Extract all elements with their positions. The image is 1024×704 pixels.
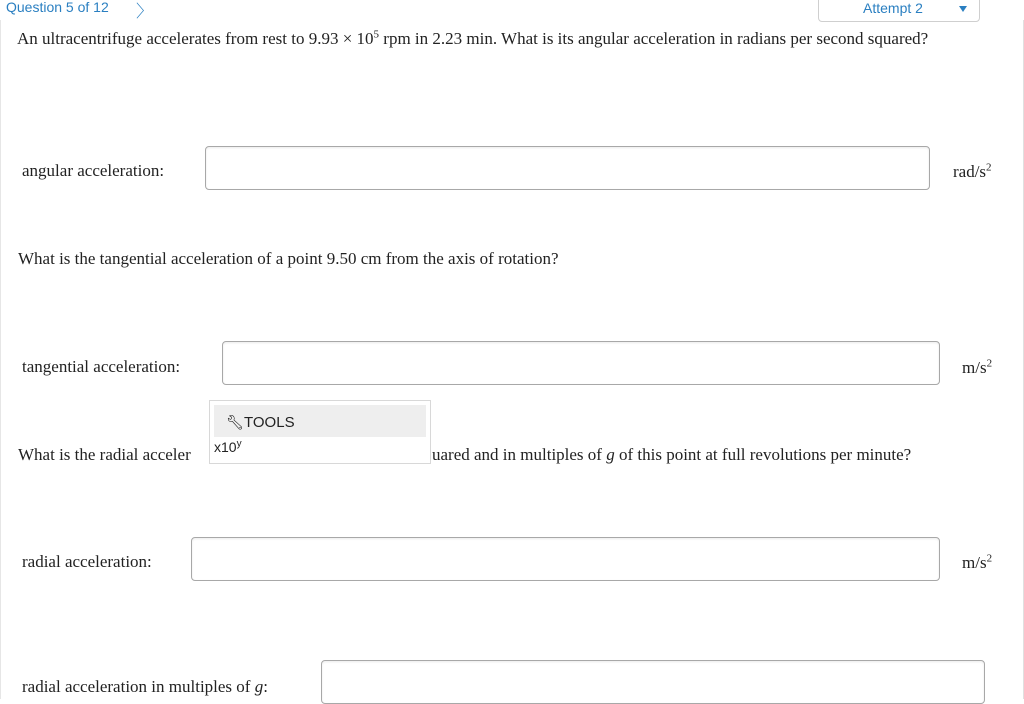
wrench-icon: 🔧︎ bbox=[226, 415, 244, 431]
question-part2-text: What is the tangential acceleration of a point 9.50 cm from the axis of rotation? bbox=[18, 249, 559, 268]
tangential-acceleration-input[interactable] bbox=[222, 341, 940, 385]
angular-acceleration-input[interactable] bbox=[205, 146, 930, 190]
question-part3-text-right: uared and in multiples of g of this point at full revolutions per minute? bbox=[432, 445, 912, 464]
next-question-icon[interactable]: 〉 bbox=[136, 2, 153, 21]
radial-acceleration-g-label: radial acceleration in multiples of g: bbox=[22, 677, 268, 696]
question-part3-text-left: What is the radial acceler bbox=[18, 445, 191, 464]
tools-popup bbox=[209, 400, 431, 464]
question-part1-text: An ultracentrifuge accelerates from rest to $9.93 \times 10^5$ rpm in 2.23 min. What is its angular acceleration in radians per second squared? bbox=[17, 28, 929, 48]
angular-acceleration-unit: rad/$s^2$ bbox=[953, 161, 992, 181]
attempt-label: Attempt 2 bbox=[863, 0, 923, 16]
attempt-dropdown[interactable] bbox=[818, 0, 980, 22]
tools-label: TOOLS bbox=[244, 414, 295, 431]
radial-acceleration-input[interactable] bbox=[191, 537, 940, 581]
radial-acceleration-label: radial acceleration: bbox=[22, 552, 152, 571]
question-nav-bar bbox=[0, 0, 1024, 22]
tools-button[interactable] bbox=[214, 405, 426, 437]
angular-acceleration-label: angular acceleration: bbox=[22, 161, 165, 180]
chevron-down-icon bbox=[959, 6, 967, 12]
radial-acceleration-unit: $m/s^2$ bbox=[962, 552, 993, 572]
radial-acceleration-g-input[interactable] bbox=[321, 660, 985, 704]
x10-tool-button[interactable]: x10$^y$ bbox=[214, 438, 242, 455]
tangential-acceleration-label: tangential acceleration: bbox=[22, 357, 181, 376]
tangential-acceleration-unit: $m/s^2$ bbox=[962, 357, 993, 377]
question-counter-link[interactable]: Question 5 of 12 bbox=[6, 0, 109, 15]
